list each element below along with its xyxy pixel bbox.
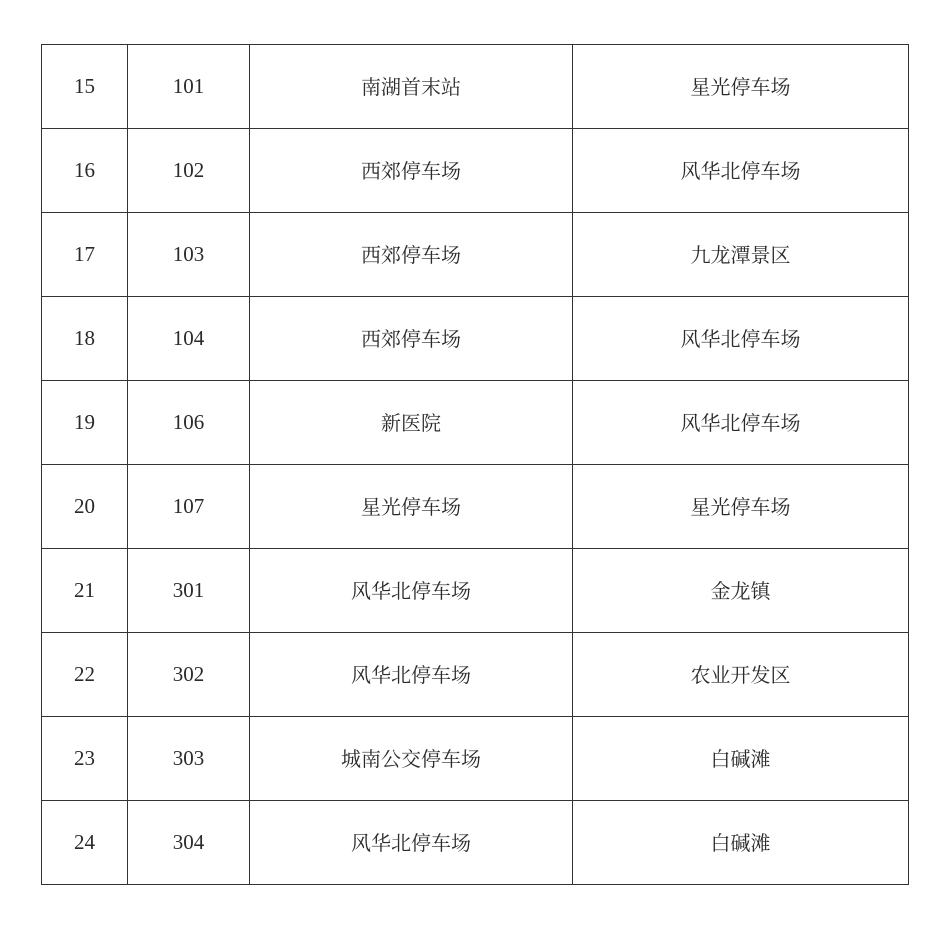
bus-route-table: [41, 44, 909, 885]
route-number: 303: [128, 717, 250, 801]
table-row: [42, 633, 909, 717]
end-station: 白碱滩: [573, 717, 909, 801]
table-row: [42, 381, 909, 465]
row-sequence-number: 23: [42, 717, 128, 801]
start-station: 星光停车场: [250, 465, 573, 549]
start-station: 西郊停车场: [250, 129, 573, 213]
start-station: 新医院: [250, 381, 573, 465]
end-station: 风华北停车场: [573, 381, 909, 465]
end-station: 风华北停车场: [573, 297, 909, 381]
route-number: 107: [128, 465, 250, 549]
row-sequence-number: 24: [42, 801, 128, 885]
start-station: 西郊停车场: [250, 297, 573, 381]
table-row: [42, 213, 909, 297]
start-station: 风华北停车场: [250, 633, 573, 717]
end-station: 九龙潭景区: [573, 213, 909, 297]
route-number: 101: [128, 45, 250, 129]
route-number: 106: [128, 381, 250, 465]
start-station: 风华北停车场: [250, 801, 573, 885]
route-number: 301: [128, 549, 250, 633]
table-row: [42, 297, 909, 381]
table-row: [42, 45, 909, 129]
end-station: 金龙镇: [573, 549, 909, 633]
table-row: [42, 129, 909, 213]
start-station: 风华北停车场: [250, 549, 573, 633]
table-row: [42, 549, 909, 633]
start-station: 西郊停车场: [250, 213, 573, 297]
route-number: 102: [128, 129, 250, 213]
table-row: [42, 801, 909, 885]
table-row: [42, 717, 909, 801]
row-sequence-number: 18: [42, 297, 128, 381]
table-row: [42, 465, 909, 549]
route-number: 304: [128, 801, 250, 885]
row-sequence-number: 16: [42, 129, 128, 213]
end-station: 星光停车场: [573, 45, 909, 129]
route-number: 302: [128, 633, 250, 717]
row-sequence-number: 21: [42, 549, 128, 633]
row-sequence-number: 20: [42, 465, 128, 549]
start-station: 城南公交停车场: [250, 717, 573, 801]
end-station: 星光停车场: [573, 465, 909, 549]
route-number: 103: [128, 213, 250, 297]
row-sequence-number: 22: [42, 633, 128, 717]
start-station: 南湖首末站: [250, 45, 573, 129]
row-sequence-number: 17: [42, 213, 128, 297]
row-sequence-number: 15: [42, 45, 128, 129]
route-number: 104: [128, 297, 250, 381]
end-station: 农业开发区: [573, 633, 909, 717]
row-sequence-number: 19: [42, 381, 128, 465]
end-station: 白碱滩: [573, 801, 909, 885]
end-station: 风华北停车场: [573, 129, 909, 213]
